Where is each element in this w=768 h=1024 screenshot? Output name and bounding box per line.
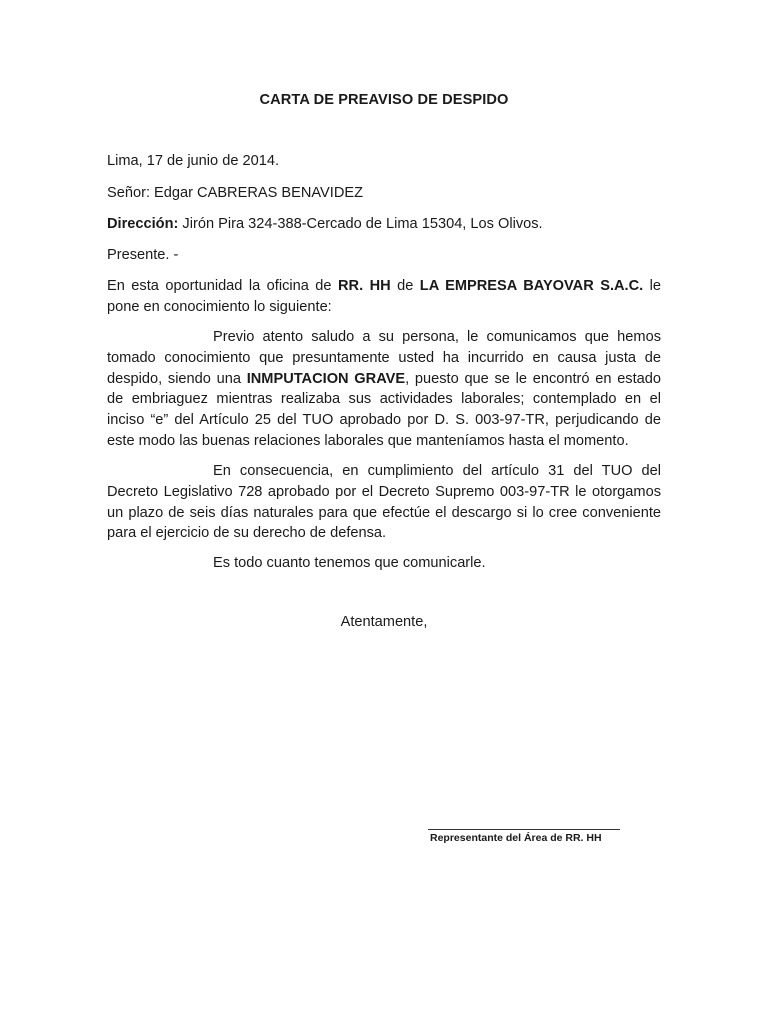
body-paragraph-3: Es todo cuanto tenemos que comunicarle. (213, 555, 486, 571)
intro-text-2: de (390, 278, 420, 294)
para1-text-2: , puesto que se le encontró en estado de embriaguez mientras realizaba sus actividades laborales; contemplado en el inciso “e” del Artículo 25 del TUO aprobado por D. S. 003-97-TR, perjudicando de este modo las buenas relaciones laborales que manteníamos hasta el momento. (107, 370, 662, 449)
recipient: Señor: Edgar CABRERAS BENAVIDEZ (107, 185, 364, 201)
intro-paragraph (107, 276, 661, 318)
closing-text: Atentamente, (340, 614, 428, 630)
intro-bold-hr: RR. HH (337, 278, 391, 294)
closing (0, 614, 768, 630)
intro-bold-company: LA EMPRESA BAYOVAR S.A.C. (419, 278, 644, 294)
para1-bold: INMPUTACION GRAVE (246, 370, 406, 387)
para1-text-1: Previo atento saludo a su persona, le comunicamos que hemos tomado conocimiento que presuntamente usted ha incurrido en causa justa de despido, siendo una (107, 329, 661, 387)
signature-label: Representante del Área de RR. HH (430, 832, 602, 844)
greeting: Presente. - (107, 247, 179, 263)
address-value: Jirón Pira 324-388-Cercado de Lima 15304, Los Olivos. (178, 216, 543, 232)
place-date: Lima, 17 de junio de 2014. (107, 153, 280, 169)
address-label: Dirección: (107, 216, 179, 232)
body-paragraph-1 (107, 327, 661, 452)
signature-line (428, 829, 620, 830)
letter-title: CARTA DE PREAVISO DE DESPIDO (259, 92, 509, 108)
body-paragraph-2: En consecuencia, en cumplimiento del artículo 31 del TUO del Decreto Legislativo 728 aprobado por el Decreto Supremo 003-97-TR le otorgamos un plazo de seis días naturales para que efectúe el descargo si lo cree conveniente para el ejercicio de su derecho de defensa. (107, 463, 661, 542)
address-line (107, 214, 661, 235)
intro-text-1: En esta oportunidad la oficina de (107, 278, 338, 294)
intro-text-3: le pone en conocimiento lo siguiente: (107, 278, 661, 315)
